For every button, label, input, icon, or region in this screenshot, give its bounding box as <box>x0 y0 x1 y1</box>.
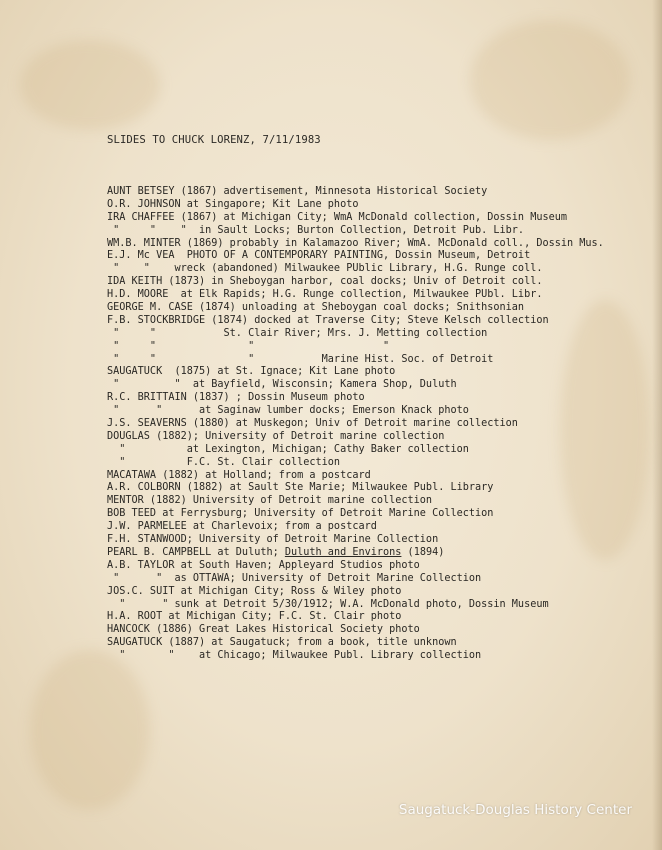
list-line: F.H. STANWOOD; University of Detroit Marine Collection <box>107 534 439 546</box>
paper-stain <box>30 650 150 810</box>
list-line: GEORGE M. CASE (1874) unloading at Sheboygan coal docks; Snithsonian <box>107 302 525 314</box>
list-line-pearl <box>107 547 604 560</box>
list-line: A.B. TAYLOR at South Haven; Appleyard Studios photo <box>107 559 420 571</box>
list-line: A.R. COLBORN (1882) at Sault Ste Marie; Milwaukee Publ. Library <box>107 482 494 494</box>
list-line: WM.B. MINTER (1869) probably in Kalamazoo River; WmA. McDonald coll., Dossin Mus. <box>107 237 604 249</box>
list-line: DOUGLAS (1882); University of Detroit marine collection <box>107 430 445 442</box>
list-line: " at Lexington, Michigan; Cathy Baker collection <box>107 443 469 455</box>
paper-stain <box>470 20 630 140</box>
list-line: SAUGATUCK (1887) at Saugatuck; from a book, title unknown <box>107 637 457 649</box>
list-line: " " sunk at Detroit 5/30/1912; W.A. McDonald photo, Dossin Museum <box>107 598 549 610</box>
list-line: " " wreck (abandoned) Milwaukee PUblic Library, H.G. Runge coll. <box>107 263 543 275</box>
list-line: JOS.C. SUIT at Michigan City; Ross & Wiley photo <box>107 585 402 597</box>
list-line: MENTOR (1882) University of Detroit marine collection <box>107 495 433 507</box>
book-title: Duluth and Environs <box>284 546 402 558</box>
list-line: R.C. BRITTAIN (1837) ; Dossin Museum photo <box>107 392 365 404</box>
list-line: " " St. Clair River; Mrs. J. Metting collection <box>107 327 488 339</box>
list-line: " " at Saginaw lumber docks; Emerson Knack photo <box>107 405 469 417</box>
list-line: O.R. JOHNSON at Singapore; Kit Lane photo <box>107 198 359 210</box>
list-line: " " " in Sault Locks; Burton Collection, Detroit Pub. Libr. <box>107 224 525 236</box>
list-line: " " as OTTAWA; University of Detroit Marine Collection <box>107 572 482 584</box>
list-line: BOB TEED at Ferrysburg; University of Detroit Marine Collection <box>107 508 494 520</box>
document-title: SLIDES TO CHUCK LORENZ, 7/11/1983 <box>107 134 321 146</box>
list-line: " " at Chicago; Milwaukee Publ. Library collection <box>107 650 482 662</box>
list-line: F.B. STOCKBRIDGE (1874) docked at Traverse City; Steve Kelsch collection <box>107 314 549 326</box>
list-line: SAUGATUCK (1875) at St. Ignace; Kit Lane photo <box>107 366 396 378</box>
paper-stain <box>20 40 160 130</box>
list-line: IRA CHAFFEE (1867) at Michigan City; WmA McDonald collection, Dossin Museum <box>107 211 568 223</box>
list-line: " " at Bayfield, Wisconsin; Kamera Shop, Duluth <box>107 379 457 391</box>
slide-list <box>107 186 604 663</box>
list-line: AUNT BETSEY (1867) advertisement, Minnesota Historical Society <box>107 186 488 197</box>
list-line: " " " " <box>107 340 390 352</box>
list-line: H.A. ROOT at Michigan City; F.C. St. Clair photo <box>107 611 402 623</box>
line-text: PEARL B. CAMPBELL at Duluth; <box>107 546 285 558</box>
list-line: " F.C. St. Clair collection <box>107 456 341 468</box>
page-edge-shadow <box>652 0 662 850</box>
list-line: " " " Marine Hist. Soc. of Detroit <box>107 353 494 365</box>
list-line: H.D. MOORE at Elk Rapids; H.G. Runge collection, Milwaukee PUbl. Libr. <box>107 289 543 301</box>
list-line: J.W. PARMELEE at Charlevoix; from a postcard <box>107 521 377 533</box>
list-line: E.J. Mc VEA PHOTO OF A CONTEMPORARY PAINTING, Dossin Museum, Detroit <box>107 250 531 262</box>
watermark: Saugatuck-Douglas History Center <box>398 802 632 818</box>
list-line: IDA KEITH (1873) in Sheboygan harbor, coal docks; Univ of Detroit coll. <box>107 276 543 288</box>
list-line: MACATAWA (1882) at Holland; from a postcard <box>107 469 371 481</box>
book-year: (1894) <box>401 546 445 558</box>
list-line: J.S. SEAVERNS (1880) at Muskegon; Univ of Detroit marine collection <box>107 418 518 430</box>
list-line: HANCOCK (1886) Great Lakes Historical Society photo <box>107 624 420 636</box>
